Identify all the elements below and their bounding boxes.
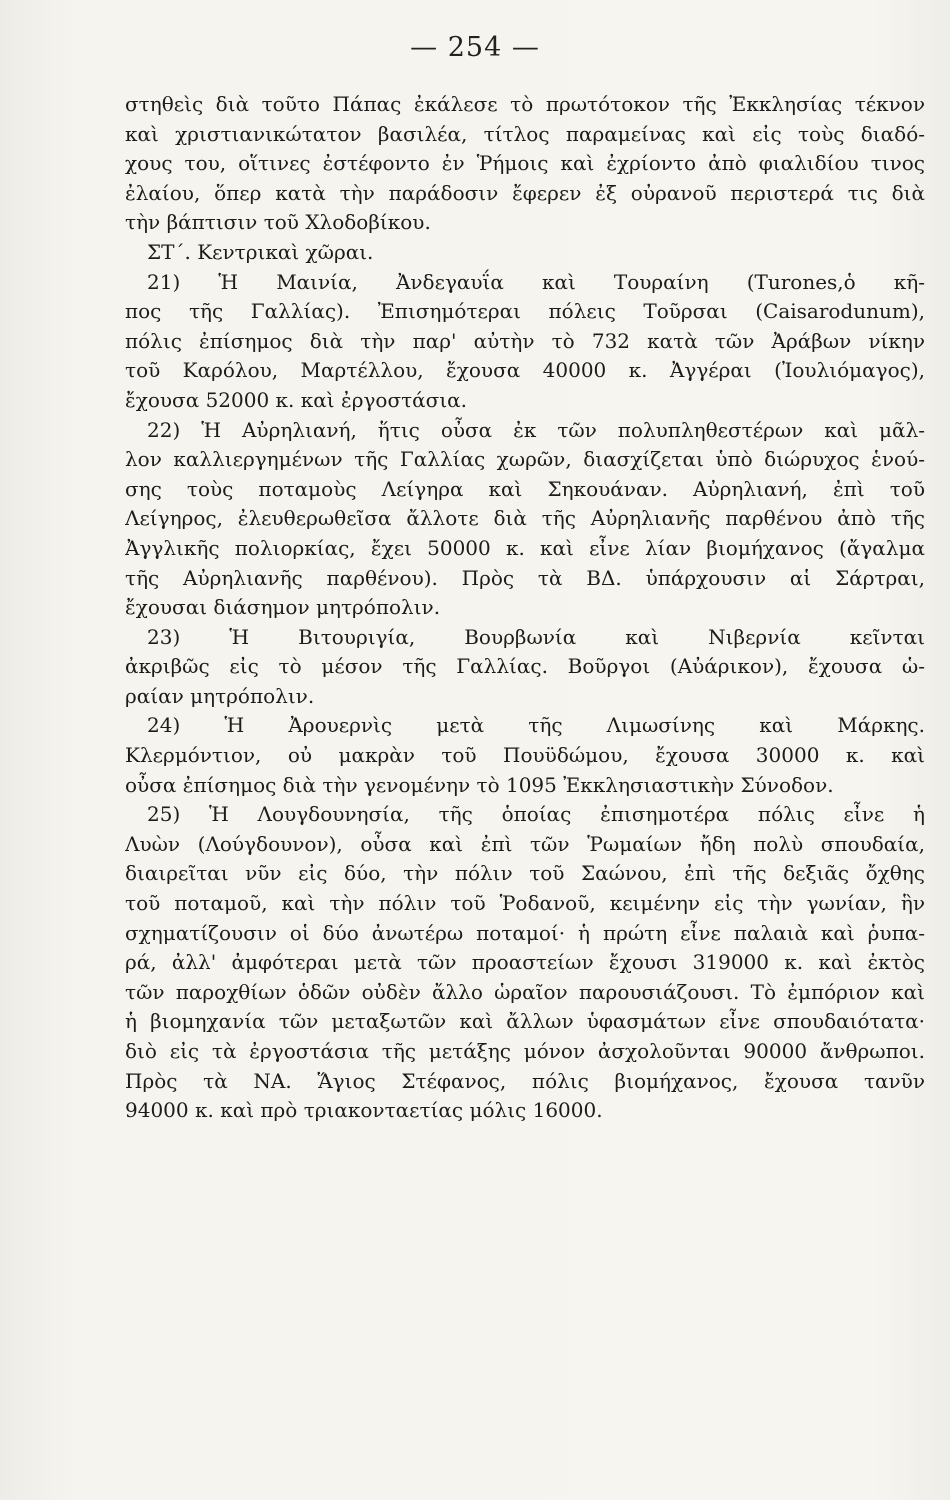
body-text <box>125 90 925 1126</box>
text-line: ἐλαίου, ὅπερ κατὰ τὴν παράδοσιν ἔφερεν ἐξ οὐρανοῦ περιστερά τις διὰ <box>125 180 925 205</box>
text-line: 94000 κ. καὶ πρὸ τριακονταετίας μόλις 16000. <box>125 1098 603 1123</box>
text-line: Κλερμόντιον, οὐ μακρὰν τοῦ Πουϋδώμου, ἔχουσα 30000 κ. καὶ <box>125 743 925 768</box>
text-line: Λείγηρος, ἐλευθερωθεῖσα ἄλλοτε διὰ τῆς Αὐρηλιανῆς παρθένου ἀπὸ τῆς <box>125 506 925 531</box>
text-line: πος τῆς Γαλλίας). Ἐπισημότεραι πόλεις Τοῦρσαι (Caisarodunum), <box>125 299 925 324</box>
text-line: στηθεὶς διὰ τοῦτο Πάπας ἐκάλεσε τὸ πρωτότοκον τῆς Ἐκκλησίας τέκνον <box>125 92 925 116</box>
text-line: πόλις ἐπίσημος διὰ τὴν παρ' αὐτὴν τὸ 732 κατὰ τῶν Ἀράβων νίκην <box>125 328 925 353</box>
text-line: τὴν βάπτισιν τοῦ Χλοδοβίκου. <box>125 210 431 235</box>
text-line: 22) Ἡ Αὐρηλιανή, ἥτις οὖσα ἐκ τῶν πολυπληθεστέρων καὶ μᾶλ- <box>147 417 925 442</box>
text-line: Πρὸς τὰ ΝΑ. Ἅγιος Στέφανος, πόλις βιομήχανος, ἔχουσα τανῦν <box>125 1068 925 1093</box>
text-line: ΣΤ΄. Κεντρικαὶ χῶραι. <box>147 239 374 264</box>
page-number: — 254 — <box>410 32 540 63</box>
text-line: 23) Ἡ Βιτουριγία, Βουρβωνία καὶ Νιβερνία κεῖνται <box>147 624 925 649</box>
text-line: τοῦ Καρόλου, Μαρτέλλου, ἔχουσα 40000 κ. Ἀγγέραι (Ἰουλιόμαγος), <box>125 358 925 383</box>
text-line: ρά, ἀλλ' ἀμφότεραι μετὰ τῶν προαστείων ἔχουσι 319000 κ. καὶ ἐκτὸς <box>125 950 925 975</box>
text-line: λον καλλιεργημένων τῆς Γαλλίας χωρῶν, διασχίζεται ὑπὸ διώρυχος ἑνού- <box>125 447 925 472</box>
text-line: ἔχουσαι διάσημον μητρόπολιν. <box>125 595 441 620</box>
text-line: χους του, οἵτινες ἐστέφοντο ἐν Ῥήμοις καὶ ἐχρίοντο ἀπὸ φιαλιδίου τινος <box>125 151 925 176</box>
text-line: 21) Ἡ Μαινία, Ἀνδεγαυΐα καὶ Τουραίνη (Turones,ὁ κῆ- <box>147 269 925 294</box>
text-line: 24) Ἡ Ἀρουερνὶς μετὰ τῆς Λιμωσίνης καὶ Μάρκης. <box>147 713 925 738</box>
text-line: καὶ χριστιανικώτατον βασιλέα, τίτλος παραμείνας καὶ εἰς τοὺς διαδό- <box>125 121 925 146</box>
text-line: 25) Ἡ Λουγδουνησία, τῆς ὁποίας ἐπισημοτέρα πόλις εἶνε ἡ <box>147 802 925 827</box>
text-line: σης τοὺς ποταμοὺς Λείγηρα καὶ Σηκουάναν. Αὐρηλιανή, ἐπὶ τοῦ <box>125 476 925 501</box>
text-line: ἡ βιομηχανία τῶν μεταξωτῶν καὶ ἄλλων ὑφασμάτων εἶνε σπουδαιότατα· <box>125 1009 925 1034</box>
text-line: Λυὼν (Λούγδουνον), οὖσα καὶ ἐπὶ τῶν Ῥωμαίων ἤδη πολὺ σπουδαία, <box>125 831 925 856</box>
text-line: σχηματίζουσιν οἱ δύο ἀνωτέρω ποταμοί· ἡ πρώτη εἶνε παλαιὰ καὶ ῥυπα- <box>125 920 925 945</box>
text-line: διαιρεῖται νῦν εἰς δύο, τὴν πόλιν τοῦ Σαώνου, ἐπὶ τῆς δεξιᾶς ὄχθης <box>125 861 925 886</box>
text-line: τοῦ ποταμοῦ, καὶ τὴν πόλιν τοῦ Ῥοδανοῦ, κειμένην εἰς τὴν γωνίαν, ἣν <box>125 891 925 916</box>
text-line: τῆς Αὐρηλιανῆς παρθένου). Πρὸς τὰ ΒΔ. ὑπάρχουσιν αἱ Σάρτραι, <box>125 565 925 590</box>
text-line: διὸ εἰς τὰ ἐργοστάσια τῆς μετάξης μόνον ἀσχολοῦνται 90000 ἄνθρωποι. <box>125 1039 925 1063</box>
text-line: ἀκριβῶς εἰς τὸ μέσον τῆς Γαλλίας. Βοῦργοι (Αὐάρικον), ἔχουσα ὡ- <box>125 654 925 679</box>
text-line: Ἀγγλικῆς πολιορκίας, ἔχει 50000 κ. καὶ εἶνε λίαν βιομήχανος (ἄγαλμα <box>125 535 925 560</box>
text-line: τῶν παροχθίων ὁδῶν οὐδὲν ἄλλο ὡραῖον παρουσιάζουσι. Τὸ ἐμπόριον καὶ <box>125 979 925 1004</box>
text-line: ραίαν μητρόπολιν. <box>125 683 315 708</box>
text-line: ἔχουσα 52000 κ. καὶ ἐργοστάσια. <box>125 387 468 412</box>
text-line: οὖσα ἐπίσημος διὰ τὴν γενομένην τὸ 1095 Ἐκκλησιαστικὴν Σύνοδον. <box>125 772 834 797</box>
